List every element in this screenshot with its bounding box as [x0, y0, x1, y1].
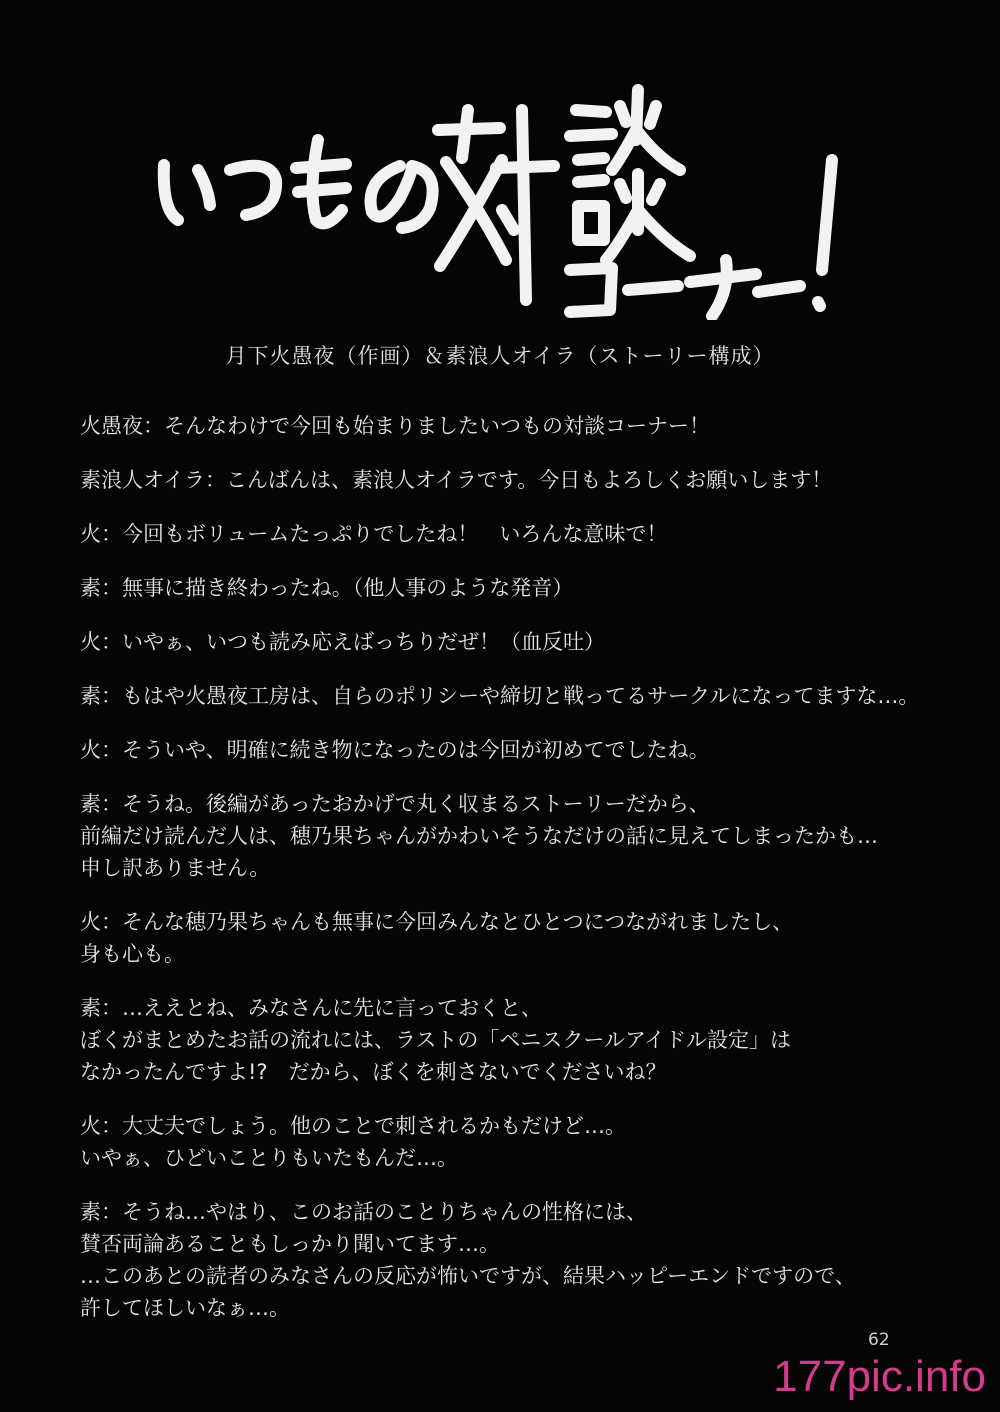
dialogue-line: 素浪人オイラ：こんばんは、素浪人オイラです。今日もよろしくお願いします！ — [80, 468, 833, 492]
dialogue-paragraph — [80, 518, 960, 550]
dialogue-line: 火：大丈夫でしょう。他のことで刺されるかもだけど…。 — [80, 1114, 626, 1138]
dialogue-line: 素：そうね…やはり、このお話のことりちゃんの性格には、 — [80, 1200, 647, 1224]
dialogue-paragraph — [80, 734, 960, 766]
dialogue-line: 前編だけ読んだ人は、穂乃果ちゃんがかわいそうなだけの話に見えてしまったかも… — [80, 824, 878, 848]
dialogue-paragraph — [80, 1110, 960, 1174]
dialogue-line: 火：そういや、明確に続き物になったのは今回が初めてでしたね。 — [80, 738, 710, 762]
dialogue-line: 素：そうね。後編があったおかげで丸く収まるストーリーだから、 — [80, 792, 710, 816]
dialogue-line: なかったんですよ!? だから、ぼくを刺さないでくださいね？ — [80, 1060, 667, 1084]
dialogue-line: 素：もはや火愚夜工房は、自らのポリシーや締切と戦ってるサークルになってますな…。 — [80, 684, 920, 708]
dialogue-line: 身も心も。 — [80, 942, 185, 966]
dialogue-line: 火：いやぁ、いつも読み応えばっちりだぜ！（血反吐） — [80, 630, 605, 654]
dialogue-line: 火：今回もボリュームたっぷりでしたね！ いろんな意味で！ — [80, 522, 668, 546]
dialogue-line: 火愚夜：そんなわけで今回も始まりましたいつもの対談コーナー！ — [80, 414, 710, 438]
dialogue-block — [80, 410, 960, 1346]
dialogue-paragraph — [80, 572, 960, 604]
dialogue-paragraph — [80, 1196, 960, 1324]
dialogue-paragraph — [80, 906, 960, 970]
dialogue-line: 火：そんな穂乃果ちゃんも無事に今回みんなとひとつにつながれましたし、 — [80, 910, 794, 934]
dialogue-line: 素：無事に描き終わったね。（他人事のような発音） — [80, 576, 574, 600]
dialogue-line: 賛否両論あることもしっかり聞いてます…。 — [80, 1232, 500, 1256]
watermark-link[interactable]: 177pic.info — [773, 1352, 986, 1401]
dialogue-paragraph — [80, 680, 960, 712]
dialogue-line: ぼくがまとめたお話の流れには、ラストの「ペニスクールアイドル設定」は — [80, 1028, 792, 1052]
dialogue-paragraph — [80, 626, 960, 658]
dialogue-line: 許してほしいなぁ…。 — [80, 1296, 290, 1320]
dialogue-paragraph — [80, 788, 960, 884]
credits-byline: 月下火愚夜（作画）＆素浪人オイラ（ストーリー構成） — [225, 344, 775, 368]
dialogue-line: 申し訳ありません。 — [80, 856, 271, 880]
title-lettering — [150, 70, 870, 320]
dialogue-line: …このあとの読者のみなさんの反応が怖いですが、結果ハッピーエンドですので、 — [80, 1264, 856, 1288]
handwritten-title — [150, 70, 870, 320]
dialogue-line: 素：…ええとね、みなさんに先に言っておくと、 — [80, 996, 542, 1020]
dialogue-line: いやぁ、ひどいことりもいたもんだ…。 — [80, 1146, 458, 1170]
page-number: 62 — [868, 1330, 890, 1350]
dialogue-paragraph — [80, 410, 960, 442]
dialogue-paragraph — [80, 992, 960, 1088]
dialogue-paragraph — [80, 464, 960, 496]
